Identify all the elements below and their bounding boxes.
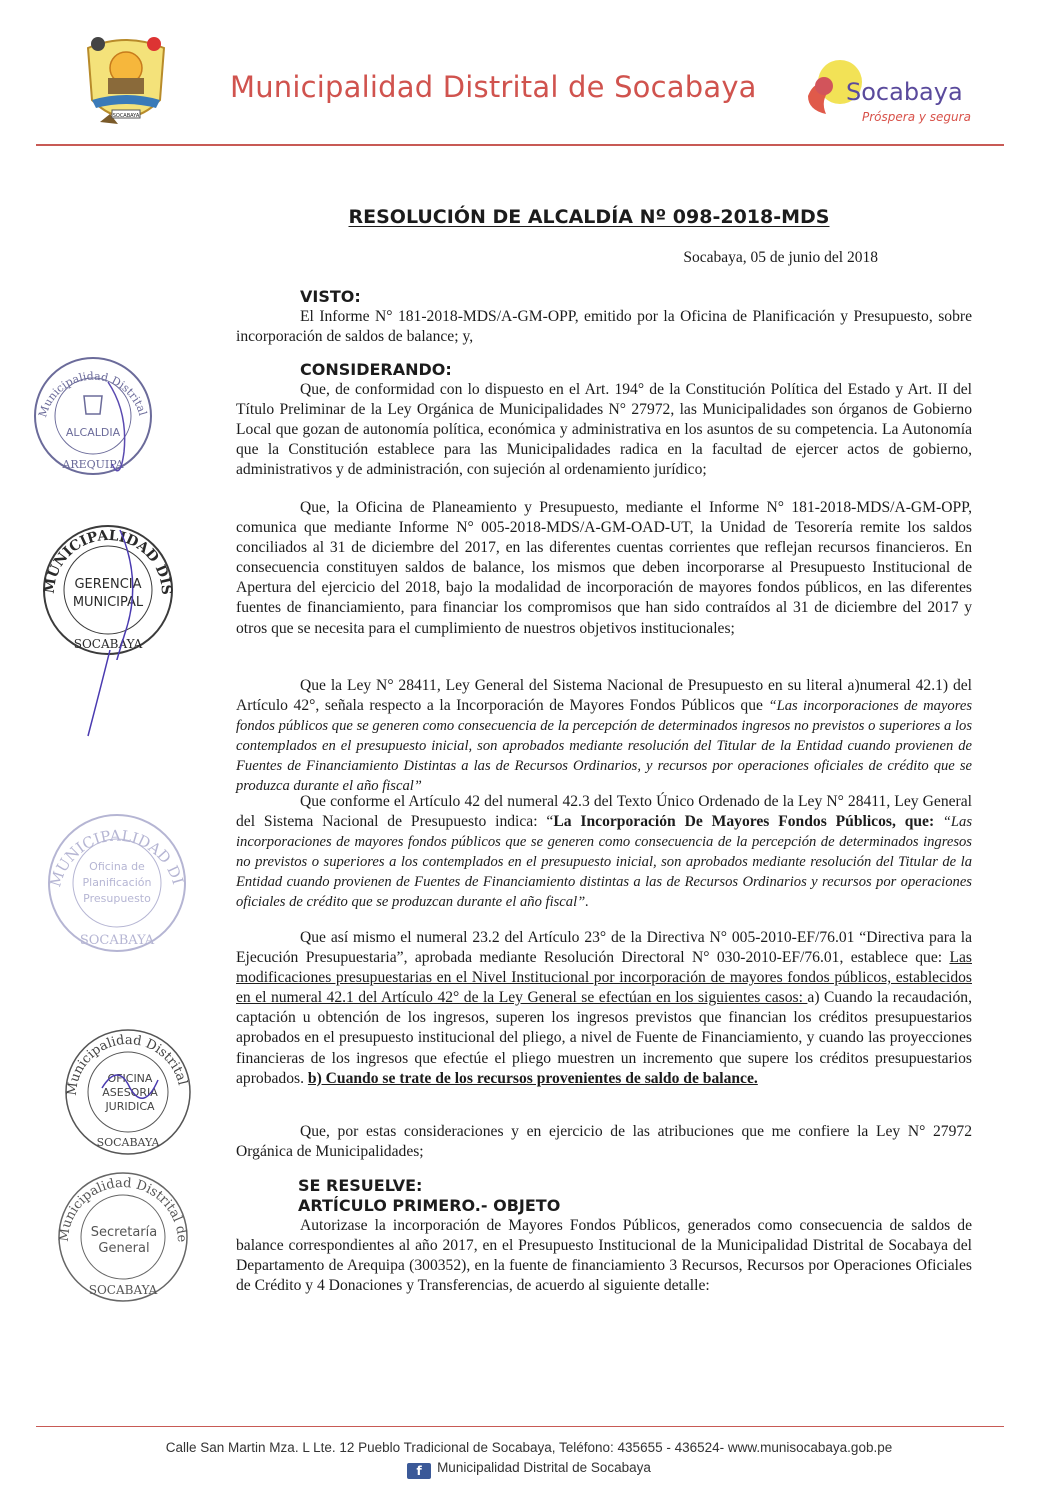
resolution-title: RESOLUCIÓN DE ALCALDÍA Nº 098-2018-MDS — [348, 206, 830, 228]
municipality-title: Municipalidad Distrital de Socabaya — [230, 70, 757, 104]
resolve-heading: SE RESUELVE: — [298, 1176, 423, 1195]
secretaria-general-seal — [52, 1166, 194, 1308]
seal-text: Planificación — [82, 876, 152, 889]
seal-text: Municipalidad Distrital de — [56, 1175, 190, 1243]
paragraph-text: Que conforme el Artículo 42 del numeral 42.3 del Texto Único Ordenado de la Ley N° 28411, Ley General del Sistema Nacional de Presupuesto indica: “ — [236, 793, 972, 831]
seal-text: SOCABAYA — [96, 1136, 160, 1149]
signature-stroke — [80, 650, 120, 740]
visto-text: El Informe N° 181-2018-MDS/A-GM-OPP, emitido por la Oficina de Planificación y Presupuesto, sobre incorporación de saldos de balance; y, — [236, 308, 972, 346]
considerando-p4 — [236, 792, 972, 913]
paragraph-text: Que, por estas consideraciones y en ejercicio de las atribuciones que me confiere la Ley N° 27972 Orgánica de Municipalidades; — [236, 1123, 972, 1161]
seal-text: ASESORIA — [102, 1086, 158, 1099]
bold-phrase: La Incorporación De Mayores Fondos Públicos, que: — [553, 813, 935, 831]
seal-text: SOCABAYA — [73, 637, 143, 651]
seal-text: OFICINA — [107, 1072, 153, 1085]
article-heading: ARTÍCULO PRIMERO.- OBJETO — [298, 1196, 561, 1215]
seal-text: SOCABAYA — [88, 1283, 158, 1297]
paragraph-text: Que, la Oficina de Planeamiento y Presupuesto, mediante el Informe N° 181-2018-MDS/A-GM-OPP, comunica que mediante Informe N° 005-2018-MDS/A-GM-OAD-UT, la Unidad de Tesorería remite los saldos conciliados al 31 de diciembre del 2017, en las diferentes cuentas corrientes que reflejan recursos financieros. En consecuencia constituyen saldos de balance, los mismos que deben incorporarse al Presupuesto Institucional de Apertura del ejercicio del 2018, bajo la modalidad de incorporación de mayores fondos públicos, en las diferentes fuentes de financiamiento, para financiar los compromisos que han sido contraídos al 31 de diciembre del 2017 y otros que se necesita para el cumplimiento de nuestros objetivos institucionales; — [236, 499, 972, 637]
considerando-p1 — [236, 380, 972, 480]
municipal-crest-logo — [78, 30, 174, 138]
considerando-p3 — [236, 676, 972, 797]
crest-text: SOCABAYA — [112, 113, 140, 119]
considerando-p2 — [236, 498, 972, 639]
considerando-p6 — [236, 1122, 972, 1162]
facebook-icon: f — [407, 1463, 431, 1479]
seal-text: General — [98, 1241, 150, 1256]
planificacion-seal — [42, 808, 192, 958]
seal-text: GERENCIA — [74, 577, 142, 592]
footer-divider — [36, 1426, 1004, 1427]
header-divider — [36, 144, 1004, 146]
brand-logo — [800, 56, 970, 126]
underlined-phrase: Las modificaciones presupuestarias en el Nivel Institucional por incorporación de mayores fondos públicos, establecidos en el numeral 42.1 del Artículo 42° de la Ley General se efectúan en los siguientes casos: — [236, 949, 972, 1007]
paragraph-text: Que, de conformidad con lo dispuesto en el Art. 194° de la Constitución Política del Estado y Art. II del Título Preliminar de la Ley Orgánica de Municipalidades N° 27972, las Municipalidades son órganos de Gobierno Local que gozan de autonomía política, económica y administrativa en los asuntos de su competencia. La Autonomía que la Constitución establece para las Municipalidades radica en la facultad de ejercer actos de gobierno, administrativos y de administración, con sujeción al ordenamiento jurídico; — [236, 381, 972, 479]
seal-text: SOCABAYA — [79, 933, 155, 948]
seal-text: Secretaría — [90, 1225, 158, 1240]
seal-text: Oficina de — [89, 860, 145, 873]
bold-underlined-phrase: b) Cuando se trate de los recursos provenientes de saldo de balance. — [307, 1069, 758, 1087]
seal-text: ALCALDIA — [65, 426, 121, 439]
seal-text: Municipalidad Distrital — [64, 1032, 190, 1097]
considerando-p5 — [236, 928, 972, 1089]
gerencia-seal — [38, 520, 178, 660]
footer-social — [0, 1460, 1058, 1479]
brand-slogan: Próspera y segura — [862, 110, 971, 124]
seal-text: AREQUIPA — [62, 458, 124, 471]
seal-text: MUNICIPAL — [72, 595, 144, 610]
law-quote: “Las incorporaciones de mayores fondos públicos que se generen como consecuencia de la percepción de determinados ingresos no previstos o superiores a los contemplados en el presupuesto inicial, son aprobados mediante resolución del Titular de la Entidad cuando provienen de Fuentes de Financiamiento distintas a las de Recursos Ordinarios y recursos por operaciones oficiales de crédito que se produzcan durante el año fiscal”. — [236, 814, 973, 911]
seal-text: JURIDICA — [105, 1100, 155, 1113]
paragraph-text: a) Cuando la recaudación, captación u obtención de los ingresos, superen los ingresos previstos que financian los créditos presupuestarios aprobados en el presupuesto institucional del pliego, a nivel de Fuente de Financiamiento, y cuando las proyecciones financieras de los ingresos que efectúe el pliego muestren un incremento que supere los créditos presupuestarios aprobados. — [236, 989, 972, 1087]
facebook-label: Municipalidad Distrital de Socabaya — [437, 1460, 651, 1475]
seal-text: MUNICIPALIDAD DIS — [41, 527, 175, 596]
svg-text:Municipalidad Distrital de Soc — [28, 352, 149, 419]
visto-paragraph — [236, 307, 972, 347]
seal-text: MUNICIPALIDAD DI — [46, 826, 187, 890]
seal-text: Municipalidad Distrital — [36, 369, 150, 419]
paragraph-text: Autorizase la incorporación de Mayores Fondos Públicos, generados como consecuencia de saldos de balance correspondientes al año 2017, en el Presupuesto Institucional de la Municipalidad Distrital de Socabaya del Departamento de Arequipa (300352), en la fuente de financiamiento 3 Recursos, Recursos por Operaciones Oficiales de Crédito y 4 Donaciones y Transferencias, de acuerdo al siguiente detalle: — [236, 1217, 972, 1295]
article-text — [236, 1216, 972, 1296]
footer-address: Calle San Martin Mza. L Lte. 12 Pueblo Tradicional de Socabaya, Teléfono: 435655 - 436524- www.munisocabaya.gob.pe — [165, 1440, 893, 1455]
paragraph-text: Que la Ley N° 28411, Ley General del Sistema Nacional de Presupuesto en su literal a)numeral 42.1) del Artículo 42°, señala respecto a la Incorporación de Mayores Fondos Públicos que — [236, 677, 972, 715]
seal-text: Presupuesto — [83, 892, 151, 905]
resolution-date: Socabaya, 05 de junio del 2018 — [683, 249, 878, 266]
law-quote: “Las incorporaciones de mayores fondos públicos que se generen como consecuencia de la percepción de determinados ingresos no previstos o superiores a los contemplados en el presupuesto inicial, son aprobados mediante resolución del Titular de la Entidad cuando provienen de Fuentes de Financiamiento Distintas a las de Recursos Ordinarios, y recursos por operaciones oficiales de crédito que se produzca durante el año fiscal” — [236, 698, 972, 795]
alcaldia-seal — [28, 352, 158, 480]
brand-name: Socabaya — [846, 78, 963, 106]
considerando-heading: CONSIDERANDO: — [300, 360, 452, 379]
paragraph-text: Que así mismo el numeral 23.2 del Artículo 23° de la Directiva N° 005-2010-EF/76.01 “Directiva para la Ejecución Presupuestaria”, aprobada mediante Resolución Directoral N° 030-2010-EF/76.01, establece que: — [236, 929, 972, 967]
asesoria-juridica-seal — [58, 1022, 198, 1162]
visto-heading: VISTO: — [300, 287, 361, 306]
